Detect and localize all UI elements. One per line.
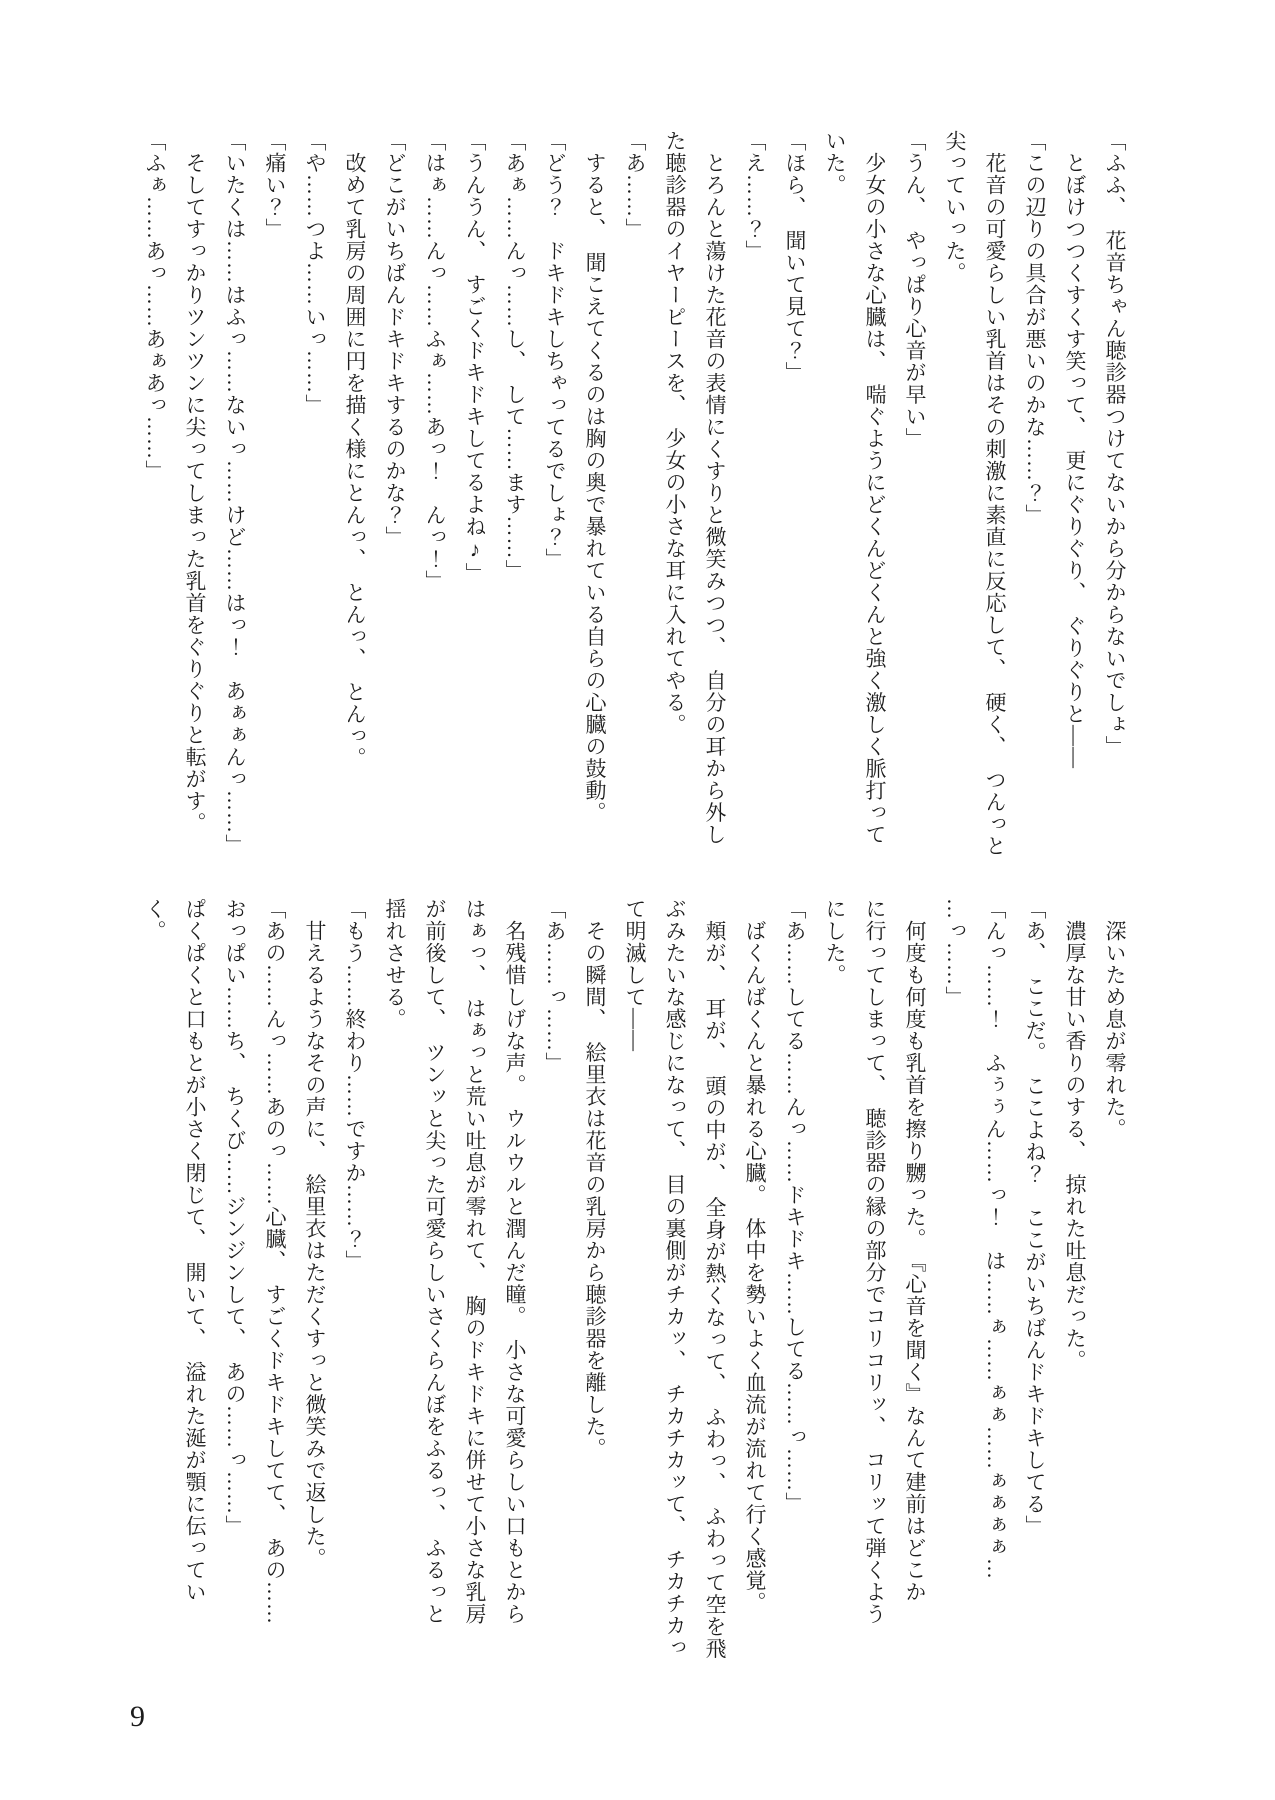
text-column-lower-9: 「あ……してる……んっ……ドキドキ……してる……っ……」: [783, 898, 807, 1514]
text-column-lower-5: …っ……」: [943, 898, 967, 1008]
text-column-lower-17: はぁっ、 はぁっと荒い吐息が零れて、 胸のドキドキに併せて小さな乳房: [463, 898, 487, 1625]
text-column-upper-21: 「や……つよ……いっ……」: [303, 130, 327, 416]
text-column-upper-14: すると、 聞こえてくるのは胸の奥で暴れている自らの心臓の鼓動。: [583, 152, 607, 824]
text-column-upper-3: 「この辺りの具合が悪いのかな……？」: [1023, 130, 1047, 526]
text-column-upper-15: 「どう？ ドキドキしちゃってるでしょ？」: [543, 130, 567, 570]
text-column-upper-24: そしてすっかりツンツンに尖ってしまった乳首をぐりぐりと転がす。: [183, 152, 207, 834]
text-column-lower-14: その瞬間、 絵里衣は花音の乳房から聴診器を離した。: [583, 920, 607, 1460]
text-column-lower-25: く。: [143, 898, 167, 942]
text-column-lower-20: 「もう……終わり……ですか……？」: [343, 898, 367, 1272]
text-column-lower-12: ぶみたいな感じになって、 目の裏側がチカッ、 チカチカッて、 チカチカっ: [663, 898, 687, 1659]
text-column-lower-13: て明滅して――: [623, 898, 647, 1052]
text-column-lower-6: 何度も何度も乳首を擦り嬲った。 『心音を聞く』なんて建前はどこか: [903, 920, 927, 1603]
lower-text-block: [135, 898, 1135, 1690]
text-column-upper-18: 「はぁ……んっ……ふぁ……あっ！ んっ！」: [423, 130, 447, 592]
text-column-upper-19: 「どこがいちばんドキドキするのかな？」: [383, 130, 407, 548]
text-column-upper-23: 「いたくは……はふっ……ないっ……けど……はっ！ あぁぁんっ……」: [223, 130, 247, 856]
upper-text-block: [135, 130, 1135, 922]
text-column-lower-16: 名残惜しげな声。 ウルウルと潤んだ瞳。 小さな可愛らしい口もとから: [503, 920, 527, 1625]
text-column-upper-1: 「ふふ、 花音ちゃん聴診器つけてないから分からないでしょ」: [1103, 130, 1127, 758]
text-column-lower-3: 「あ、 ここだ。 ここよね？ ここがいちばんドキドキしてる」: [1023, 898, 1047, 1537]
text-column-lower-8: にした。: [823, 898, 847, 986]
text-column-lower-4: 「んっ……！ ふぅぅん……っ！ は……ぁ……ぁぁ……ぁぁぁぁ…: [983, 898, 1007, 1580]
text-column-lower-21: 甘えるようなその声に、 絵里衣はただくすっと微笑みで返した。: [303, 920, 327, 1570]
text-column-upper-4: 花音の可愛らしい乳首はその刺激に素直に反応して、 硬く、 つんっと: [983, 152, 1007, 857]
text-column-lower-10: ばくんばくんと暴れる心臓。 体中を勢いよく血流が流れて行く感覚。: [743, 920, 767, 1614]
text-column-lower-15: 「あ……っ……」: [543, 898, 567, 1074]
text-column-upper-20: 改めて乳房の周囲に円を描く様にとんっ、 とんっ、 とんっ。: [343, 152, 367, 769]
text-column-lower-24: ぱくぱくと口もとが小さく閉じて、 開いて、 溢れた涎が顎に伝ってい: [183, 898, 207, 1603]
text-column-lower-7: に行ってしまって、 聴診器の縁の部分でコリコリッ、 コリッて弾くよう: [863, 898, 887, 1625]
text-column-upper-13: 「あ……」: [623, 130, 647, 240]
text-column-upper-16: 「あぁ……んっ……し、 して……ます……」: [503, 130, 527, 582]
text-column-upper-6: 「うん、 やっぱり心音が早い」: [903, 130, 927, 450]
text-column-lower-23: おっぱい……ち、 ちくび……ジンジンして、 あの……っ……」: [223, 898, 247, 1537]
text-column-lower-2: 濃厚な甘い香りのする、 掠れた吐息だった。: [1063, 920, 1087, 1372]
text-column-lower-19: 揺れさせる。: [383, 898, 407, 1030]
text-column-upper-8: いた。: [823, 130, 847, 196]
text-column-upper-25: 「ふぁ……あっ……あぁあっ……」: [143, 130, 167, 482]
text-column-upper-10: 「え……？」: [743, 130, 767, 262]
text-column-lower-1: 深いため息が零れた。: [1103, 920, 1127, 1140]
text-column-upper-17: 「うんうん、 すごくドキドキしてるよね♪」: [463, 130, 487, 585]
text-column-upper-22: 「痛い？」: [263, 130, 287, 240]
text-column-upper-12: た聴診器のイヤーピースを、 少女の小さな耳に入れてやる。: [663, 130, 687, 736]
text-column-upper-5: 尖っていった。: [943, 130, 967, 284]
page-number: 9: [130, 1700, 145, 1733]
text-column-lower-18: が前後して、 ツンッと尖った可愛らしいさくらんぼをふるっ、 ふるっと: [423, 898, 447, 1625]
text-column-lower-11: 頬が、 耳が、 頭の中が、 全身が熱くなって、 ふわっ、 ふわって空を飛: [703, 920, 727, 1660]
text-column-upper-11: とろんと蕩けた花音の表情にくすりと微笑みつつ、 自分の耳から外し: [703, 152, 727, 846]
text-column-upper-2: とぼけつつくすくす笑って、 更にぐりぐり、 ぐりぐりと――: [1063, 152, 1087, 769]
text-column-upper-7: 少女の小さな心臓は、 喘ぐようにどくんどくんと強く激しく脈打って: [863, 152, 887, 846]
text-column-lower-22: 「あの……んっ……あのっ……心臓、 すごくドキドキしてて、 あの……: [263, 898, 287, 1625]
text-column-upper-9: 「ほら、 聞いて見て？」: [783, 130, 807, 384]
